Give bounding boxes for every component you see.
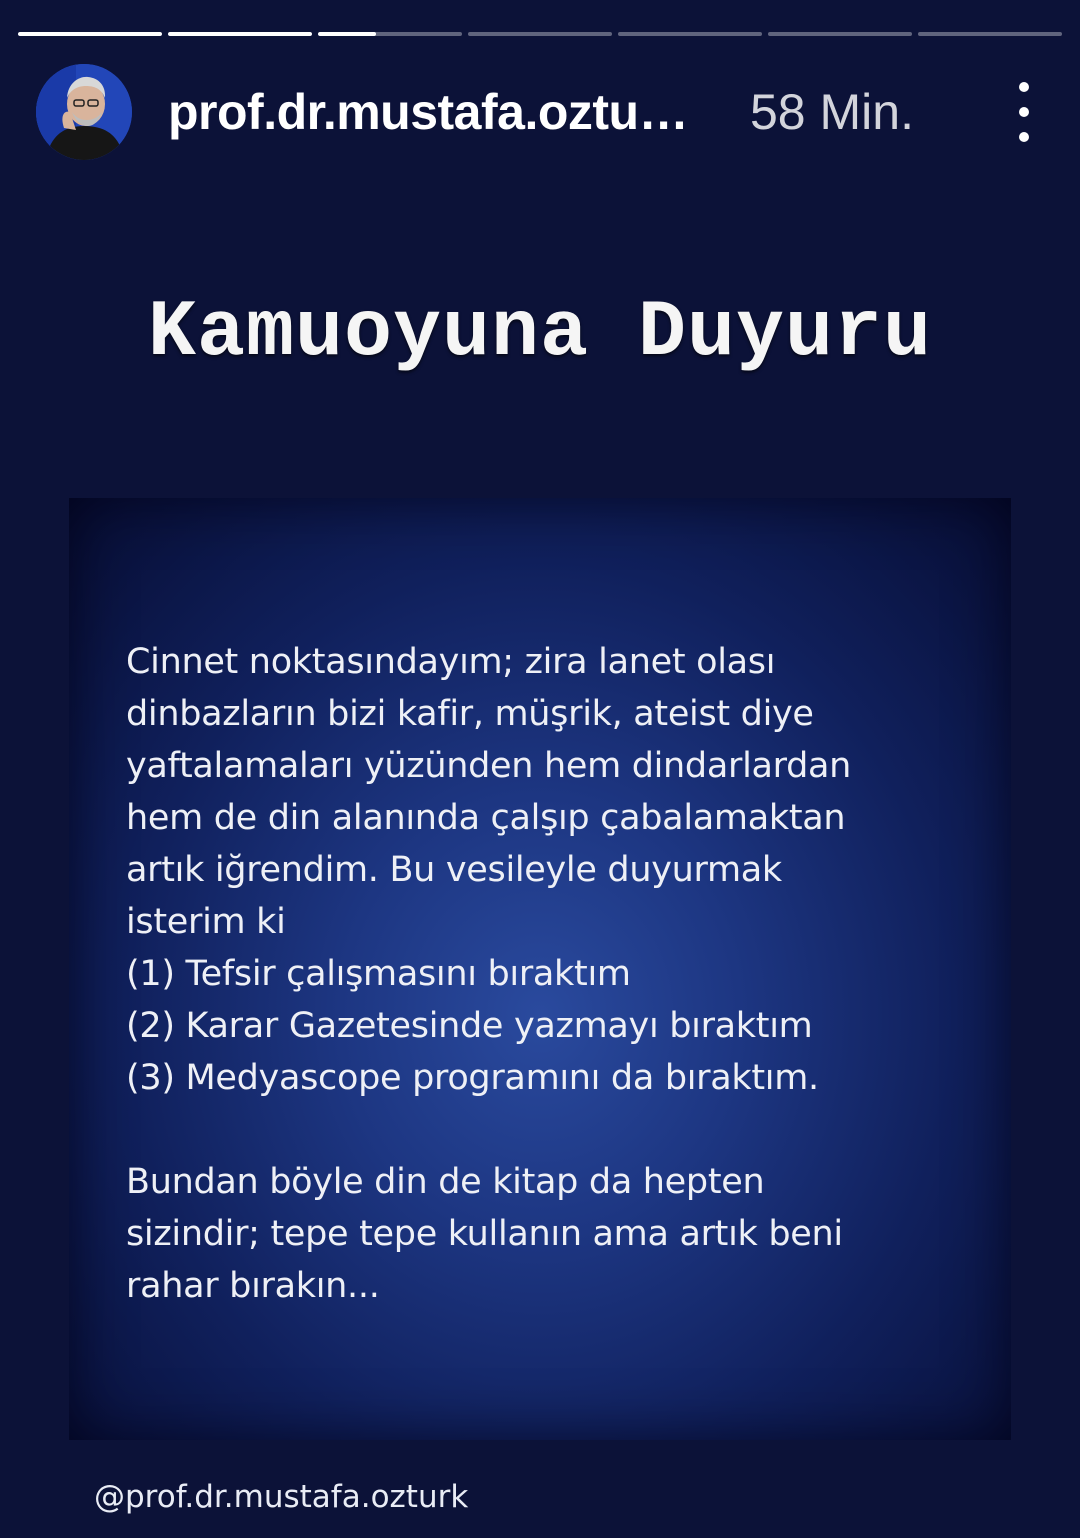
- more-dot: [1019, 107, 1029, 117]
- paragraph-gap: [126, 1104, 986, 1156]
- progress-segment: [18, 32, 162, 36]
- announcement-line: yaftalamaları yüzünden hem dindarlardan: [126, 746, 852, 786]
- progress-segment: [468, 32, 612, 36]
- story-header: [36, 64, 1046, 164]
- announcement-line: dinbazların bizi kafir, müşrik, ateist diye: [126, 694, 814, 734]
- username[interactable]: prof.dr.mustafa.oztu…: [168, 84, 689, 140]
- progress-segment: [618, 32, 762, 36]
- announcement-line: isterim ki: [126, 902, 286, 942]
- post-timestamp: 58 Min.: [750, 84, 914, 140]
- closing-line: Bundan böyle din de kitap da hepten: [126, 1162, 765, 1202]
- account-handle[interactable]: @prof.dr.mustafa.ozturk: [94, 1479, 469, 1515]
- story-progress-bar: [18, 32, 1062, 38]
- progress-segment: [918, 32, 1062, 36]
- announcement-line: Cinnet noktasındayım; zira lanet olası: [126, 642, 776, 682]
- user-avatar-icon: [36, 64, 132, 160]
- story-title: Kamuoyuna Duyuru: [147, 288, 933, 379]
- more-dot: [1019, 132, 1029, 142]
- progress-segment: [318, 32, 462, 36]
- closing-line: rahar bırakın...: [126, 1266, 380, 1306]
- announcement-list-item: (3) Medyascope programını da bıraktım.: [126, 1058, 819, 1098]
- announcement-card: [69, 498, 1011, 1440]
- more-vertical-icon[interactable]: [1012, 82, 1036, 142]
- progress-segment: [768, 32, 912, 36]
- progress-segment: [168, 32, 312, 36]
- announcement-list-item: (2) Karar Gazetesinde yazmayı bıraktım: [126, 1006, 813, 1046]
- user-avatar[interactable]: [36, 64, 132, 160]
- more-dot: [1019, 82, 1029, 92]
- closing-line: sizindir; tepe tepe kullanın ama artık beni: [126, 1214, 843, 1254]
- announcement-line: hem de din alanında çalşıp çabalamaktan: [126, 798, 846, 838]
- announcement-list-item: (1) Tefsir çalışmasını bıraktım: [126, 954, 631, 994]
- announcement-line: artık iğrendim. Bu vesileyle duyurmak: [126, 850, 782, 890]
- announcement-text: [126, 636, 986, 1312]
